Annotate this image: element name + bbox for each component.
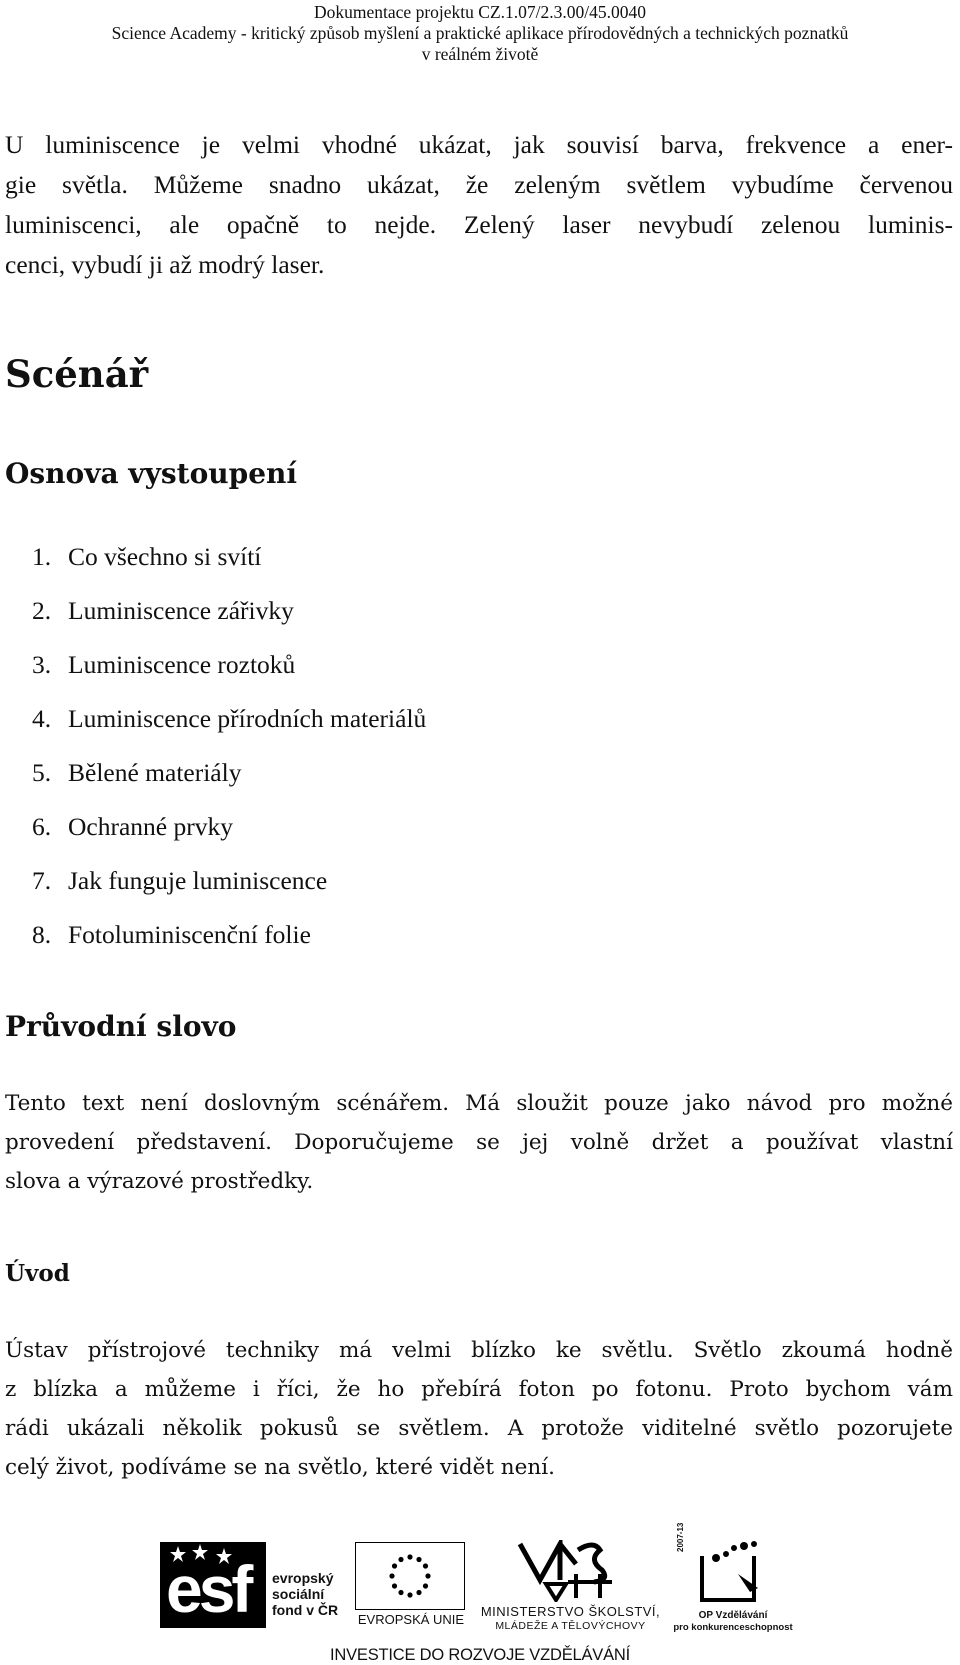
intro-paragraph <box>5 125 953 285</box>
header-project-line: Dokumentace projektu CZ.1.07/2.3.00/45.0040 <box>314 2 646 22</box>
esf-logo <box>160 1538 360 1628</box>
op-caption: OP Vzdělávání <box>698 1610 768 1621</box>
outline-item: 1. Co všechno si svítí <box>32 542 262 571</box>
op-subcaption: pro konkurenceschopnost <box>673 1622 793 1633</box>
document-header <box>0 2 960 65</box>
subsection-title-uvod: Úvod <box>5 1260 70 1287</box>
investment-slogan: INVESTICE DO ROZVOJE VZDĚLÁVÁNÍ <box>329 1646 631 1664</box>
subsection-title-pruvodni: Průvodní slovo <box>5 1010 237 1043</box>
uvod-line: z blízka a můžeme i říci, že ho přebírá foton po fotonu. Proto bychom vám <box>5 1377 953 1402</box>
outline-item: 5. Bělené materiály <box>32 758 242 787</box>
eu-caption: EVROPSKÁ UNIE <box>357 1612 465 1627</box>
op-years: 2007-13 <box>676 1522 685 1552</box>
header-title-line: Science Academy - kritický způsob myšlení a praktické aplikace přírodovědných a technických poznatků <box>111 23 849 43</box>
outline-item: 4. Luminiscence přírodních materiálů <box>32 704 427 733</box>
outline-item: 2. Luminiscence zářivky <box>32 596 294 625</box>
intro-line: luminiscenci, ale opačně to nejde. Zelený laser nevybudí zelenou luminis- <box>5 210 953 239</box>
uvod-line: Ústav přístrojové techniky má velmi blízko ke světlu. Světlo zkoumá hodně <box>5 1338 953 1363</box>
msmt-caption: MINISTERSTVO ŠKOLSTVÍ, <box>480 1604 661 1619</box>
intro-line: U luminiscence je velmi vhodné ukázat, jak souvisí barva, frekvence a ener- <box>5 130 953 159</box>
eu-flag-icon <box>355 1542 465 1610</box>
msmt-logo <box>478 1538 663 1632</box>
header-subtitle-line: v reálném životě <box>421 44 539 64</box>
funding-logos <box>0 1522 960 1665</box>
esf-letters: esf <box>166 1552 250 1626</box>
pruvodni-line: Tento text není doslovným scénářem. Má sloužit pouze jako návod pro možné <box>5 1091 953 1116</box>
outline-item: 6. Ochranné prvky <box>32 812 233 841</box>
outline-list <box>32 530 426 962</box>
outline-item: 8. Fotoluminiscenční folie <box>32 920 311 949</box>
uvod-paragraph <box>5 1331 953 1487</box>
subsection-title-outline: Osnova vystoupení <box>5 457 298 490</box>
outline-item: 7. Jak funguje luminiscence <box>32 866 328 895</box>
msmt-subcaption: MLÁDEŽE A TĚLOVÝCHOVY <box>495 1620 646 1632</box>
pruvodni-line: provedení představení. Doporučujeme se jej volně držet a používat vlastní <box>5 1130 953 1155</box>
op-mark-icon <box>698 1540 768 1606</box>
outline-item: 3. Luminiscence roztoků <box>32 650 296 679</box>
intro-line: gie světla. Můžeme snadno ukázat, že zeleným světlem vybudíme červenou <box>5 170 953 199</box>
pruvodni-line: slova a výrazové prostředky. <box>5 1169 314 1194</box>
intro-line: cenci, vybudí ji až modrý laser. <box>5 250 325 279</box>
esf-text: evropský sociální fond v ČR <box>272 1570 339 1618</box>
uvod-line: rádi ukázali několik pokusů se světlem. A protože viditelné světlo pozorujete <box>5 1416 953 1441</box>
uvod-line: celý život, podíváme se na světlo, které vidět není. <box>5 1455 555 1480</box>
msmt-mark-icon <box>516 1540 626 1602</box>
pruvodni-paragraph <box>5 1084 953 1201</box>
eu-stars-icon <box>356 1543 464 1609</box>
op-logo <box>668 1522 798 1638</box>
eu-logo <box>355 1538 465 1628</box>
section-title-scenar: Scénář <box>5 352 149 396</box>
